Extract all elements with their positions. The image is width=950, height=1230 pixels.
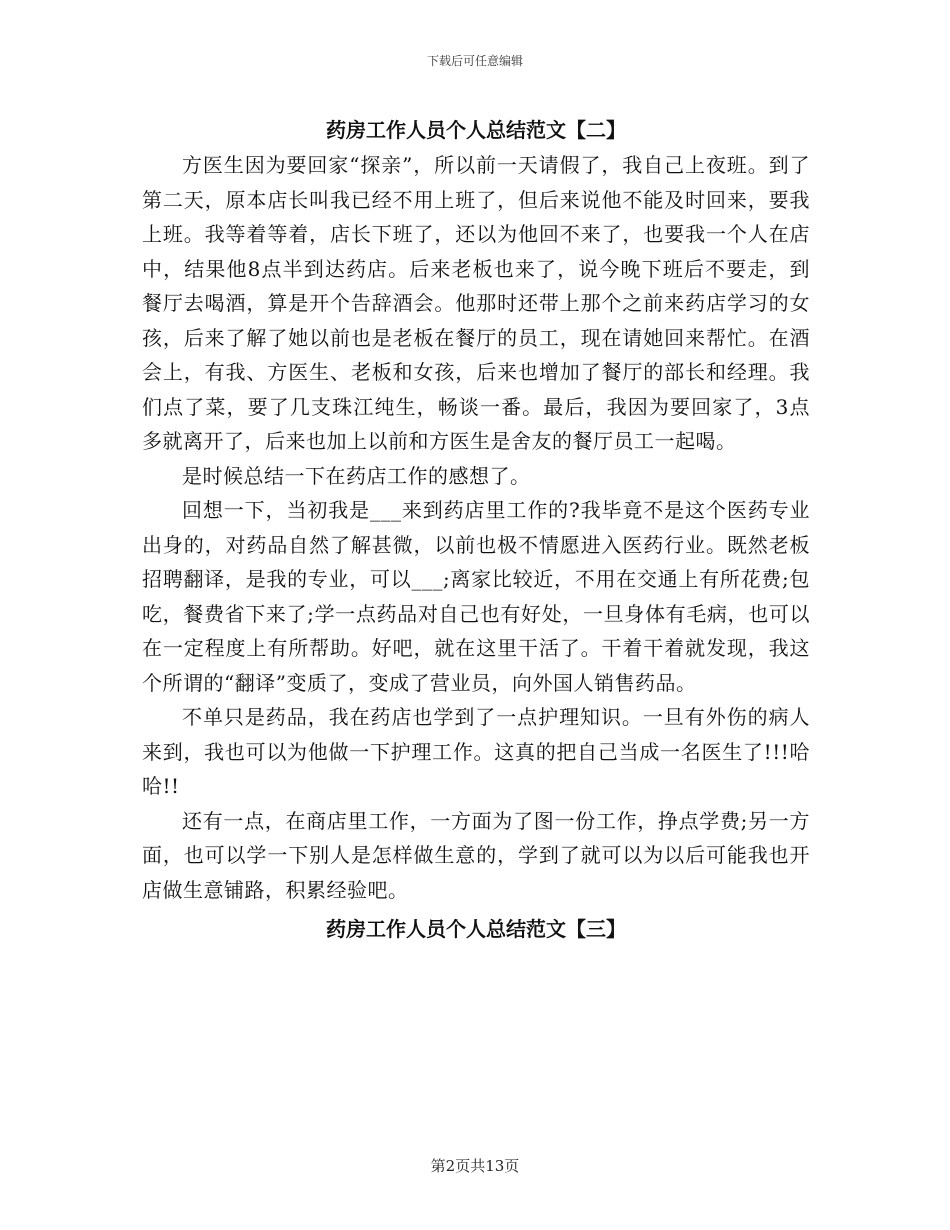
page-number-footer: 第2页共13页 — [430, 1157, 520, 1175]
paragraph-4: 不单只是药品，我在药店也学到了一点护理知识。一旦有外伤的病人来到，我也可以为他做一下护理工作。这真的把自己当成一名医生了!!!哈哈!! — [142, 705, 810, 798]
paragraph-1: 方医生因为要回家“探亲”，所以前一天请假了，我自己上夜班。到了第二天，原本店长叫我已经不用上班了，但后来说他不能及时回来，要我上班。我等着等着，店长下班了，还以为他回不来了，也要我一个人在店中，结果他8点半到达药店。后来老板也来了，说今晚下班后不要走，到餐厅去喝酒，算是开个告辞酒会。他那时还带上那个之前来药店学习的女孩，后来了解了她以前也是老板在餐厅的员工，现在请她回来帮忙。在酒会上，有我、方医生、老板和女孩，后来也增加了餐厅的部长和经理。我们点了菜，要了几支珠江纯生，畅谈一番。最后，我因为要回家了，3点多就离开了，后来也加上以前和方医生是舍友的餐厅员工一起喝。 — [142, 153, 810, 453]
header-note: 下载后可任意编辑 — [426, 54, 523, 68]
paragraph-5: 还有一点，在商店里工作，一方面为了图一份工作，挣点学费;另一方面，也可以学一下别人是怎样做生意的，学到了就可以为以后可能我也开店做生意铺路，积累经验吧。 — [142, 808, 810, 902]
paragraph-3: 回想一下，当初我是___来到药店里工作的?我毕竟不是这个医药专业出身的，对药品自然了解甚微，以前也极不情愿进入医药行业。既然老板招聘翻译，是我的专业，可以___;离家比较近，不用在交通上有所花费;包吃，餐费省下来了;学一点药品对自己也有好处，一旦身体有毛病，也可以在一定程度上有所帮助。好吧，就在这里干活了。干着干着就发现，我这个所谓的“翻译”变质了，变成了营业员，向外国人销售药品。 — [142, 498, 810, 695]
document-body — [142, 112, 810, 947]
paragraph-2: 是时候总结一下在药店工作的感想了。 — [182, 463, 531, 488]
section-title-2: 药房工作人员个人总结范文【二】 — [326, 118, 626, 142]
section-title-3: 药房工作人员个人总结范文【三】 — [326, 917, 626, 941]
